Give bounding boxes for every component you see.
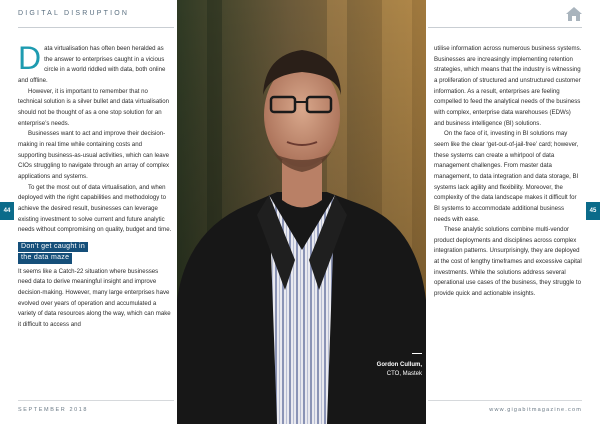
- bottom-rule-left: [18, 400, 174, 401]
- footer-date: SEPTEMBER 2018: [18, 407, 89, 413]
- right-paragraph-1: utilise information across numerous business systems.: [434, 45, 582, 52]
- section-tag: DIGITAL DISRUPTION: [18, 10, 130, 17]
- caption-title: CTO, Mastek: [386, 371, 422, 377]
- paragraph-3: Businesses want to act and improve their decision-making in real time while containing costs and supporting business-as-usual activities, which can leave CIOs struggling to navigate through an array of complex applications and systems.: [18, 130, 170, 180]
- subheading-line-1: Don’t get caught in: [18, 242, 88, 253]
- caption-dash: [412, 353, 422, 354]
- top-rule-right: [428, 27, 582, 28]
- subheading-line-2: the data maze: [18, 253, 72, 264]
- footer-website-link[interactable]: www.gigabitmagazine.com: [489, 407, 582, 413]
- right-paragraph-4: These analytic solutions combine multi-vendor product deployments and disciplines across complex integration patterns. Unsurprisingly, they are deployed at the cost of lengthy timeframes and excessive capital investments. While the solutions address several operational use cases of the business, they struggle to provide quick and actionable insights.: [434, 226, 582, 298]
- right-paragraph-3: On the face of it, investing in BI solutions may seem like the clear ‘get-out-of-jail-free’ card; however, these systems can create a whirlpool of data management challenges. From master data management, to data integration and data storage, BI systems lack agility and flexibility. Moreover, the complexity of the data landscape makes it difficult for BI systems to accommodate additional business needs with ease.: [434, 130, 579, 223]
- caption-name: Gordon Cullum,: [376, 362, 422, 368]
- intro-paragraph: [18, 40, 172, 87]
- bottom-rule-right: [428, 400, 582, 401]
- paragraph-5: It seems like a Catch-22 situation where businesses need data to derive meaningful insight and improve decision-making. However, many large enterprises have evolved over years of operation and accumulated a variety of data resources along the way, which can make it difficult to access and: [18, 267, 171, 329]
- article-column-right: [434, 44, 582, 300]
- home-icon[interactable]: [565, 6, 583, 22]
- paragraph-2: However, it is important to remember that no technical solution is a silver bullet and data virtualisation should not be thought of as a one stop solution for an enterprise’s needs.: [18, 87, 170, 127]
- paragraph-4: To get the most out of data virtualisation, and when deployed with the right capabilities and methodology to achieve the desired result, businesses can leverage existing investment to solve current and future analytic needs without compromising on quality, budget and time.: [18, 183, 172, 234]
- top-rule-left: [18, 27, 174, 28]
- drop-cap: D: [18, 40, 42, 76]
- article-column-left: [18, 40, 172, 331]
- right-paragraph-2: Businesses are increasingly implementing retention strategies, which means that the industry is witnessing a proliferation of structured and unstructured customer information. As a result, enterprises are feeling compelled to feed the analytical needs of the business with complex, enterprise data warehouses (EDWs) and business intelligence (BI) solutions.: [434, 55, 581, 127]
- page-number-left: 44: [0, 202, 14, 220]
- subheading: [18, 242, 172, 265]
- intro-text: ata virtualisation has often been heralded as the answer to enterprises caught in a vicious circle in a world riddled with data, both online and offline.: [18, 45, 166, 84]
- page-number-right: 45: [586, 202, 600, 220]
- photo-caption: [330, 352, 422, 379]
